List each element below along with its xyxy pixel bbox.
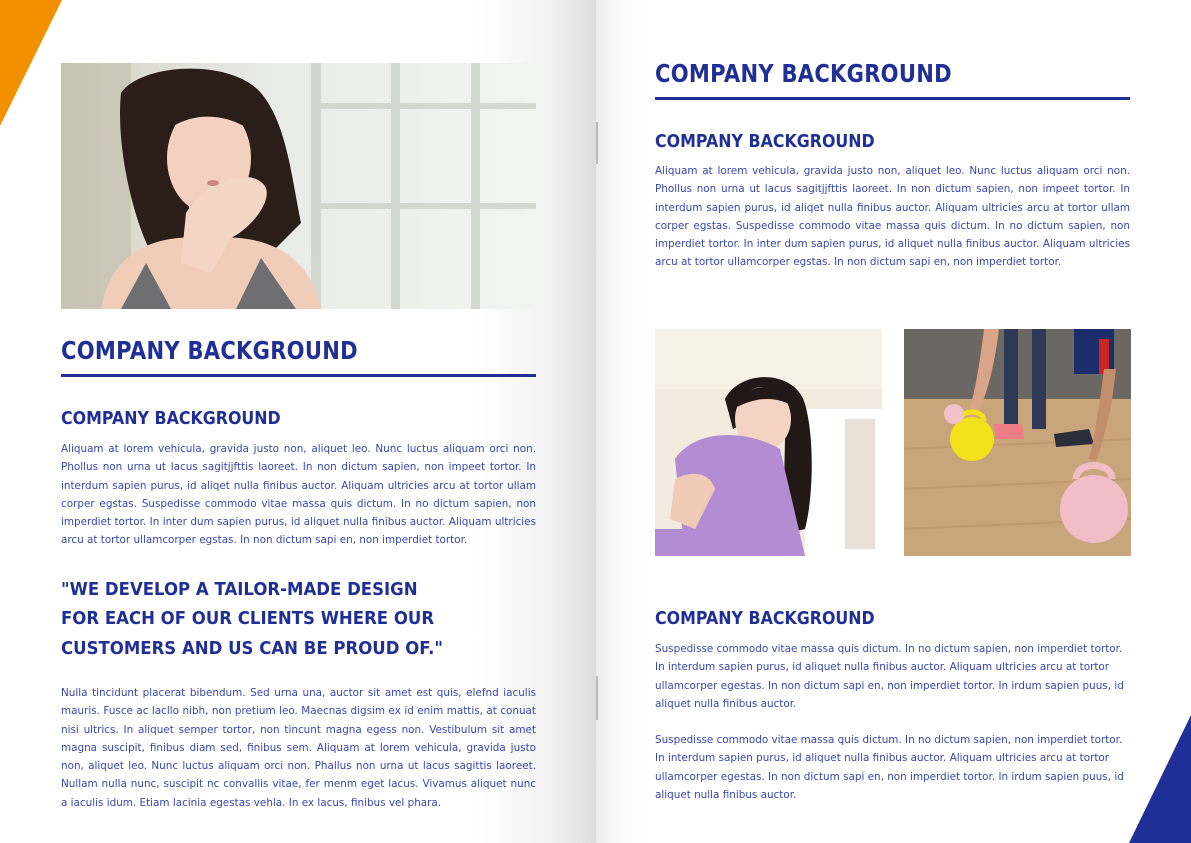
right-paragraph-3: Suspedisse commodo vitae massa quis dictum. In no dictum sapien, non imperdiet tortor. In interdum sapien purus, id aliquet nulla finibus auctor. Aliquam ultricies arcu at tortor ullamcorper egestas. In non dictum sapi en, non imperdiet tortor. In irdum sapien puus, id aliquet nulla finibus auctor. (655, 734, 1124, 801)
left-subheading: COMPANY BACKGROUND (61, 408, 281, 429)
right-heading-rule (655, 97, 1130, 100)
left-paragraph: Aliquam at lorem vehicula, gravida justo non, aliquet leo. Nunc luctus aliquam orci non. Phollus non urna ut lacus sagitjjfttis laoreet. In non dictum sapien, non impeet tortor. In interdum sapien purus, id aliqet nulla finibus auctor. Aliquam ultricies arcu at tortor ullam corper egstas. Suspedisse commodo vitae massa quis dictum. In no dictum sapien, non imperdiet tortor. In inter dum sapien purus, id aliquet nulla finibus auctor. Aliquam ultricies arcu at tortor ullamcorper egstas. In non dictum sapi en, non imperdiet tortor. (61, 443, 536, 547)
left-heading-rule (61, 374, 536, 377)
page-fold-mark (596, 122, 598, 164)
blue-corner-triangle (1129, 715, 1191, 843)
right-heading: COMPANY BACKGROUND (655, 59, 952, 88)
right-page (596, 0, 1191, 843)
right-paragraph-2: Suspedisse commodo vitae massa quis dictum. In no dictum sapien, non imperdiet tortor. In interdum sapien purus, id aliquet nulla finibus auctor. Aliquam ultricies arcu at tortor ullamcorper egestas. In non dictum sapi en, non imperdiet tortor. In irdum sapien puus, id aliquet nulla finibus auctor. (655, 643, 1124, 710)
right-subheading: COMPANY BACKGROUND (655, 131, 875, 152)
left-paragraph-2: Nulla tincidunt placerat bibendum. Sed urna una, auctor sit amet est quis, elefnd iaculis mauris. Fusce ac lacllo nibh, non pretium leo. Maecnas digsim ex id enim mattis, at conuat nisi ultrics. In aliquet semper tortor, non tincunt magna egess non. Vestibulum sit amet magna suscipit, finibus diam sed, finibus sem. Aliquam at lorem vehicula, gravida justo non, aliquet leo. Nunc luctus aliquam orci non. Phallus non urna ut lacus sagittis laoreet. Nullam nulla nunc, suscipit nc convallis vitae, fer menm eget lacus. Vivamus aliquet nunc a iaculis idum. Etiam lacinia egestas vehla. In ex lacus, finibus vel phara. (61, 687, 536, 809)
left-quote: "WE DEVELOP A TAILOR-MADE DESIGN FOR EACH OF OUR CLIENTS WHERE OUR CUSTOMERS AND US CAN BE PROUD OF." (61, 580, 444, 659)
page-fold-mark (596, 676, 598, 720)
right-subheading-2: COMPANY BACKGROUND (655, 608, 875, 629)
woman-exercising-photo (655, 329, 882, 556)
right-paragraph: Aliquam at lorem vehicula, gravida justo non, aliquet leo. Nunc luctus aliquam orci non. Phollus non urna ut lacus sagitjjfttis laoreet. In non dictum sapien, non impeet tortor. In interdum sapien purus, id aliqet nulla finibus auctor. Aliquam ultricies arcu at tortor ullam corper egstas. Suspedisse commodo vitae massa quis dictum. In no dictum sapien, non imperdiet tortor. In inter dum sapien purus, id aliquet nulla finibus auctor. Aliquam ultricies arcu at tortor ullamcorper egstas. In non dictum sapi en, non imperdiet tortor. (655, 165, 1130, 269)
kettlebell-class-photo (904, 329, 1131, 556)
orange-corner-triangle (0, 0, 62, 126)
woman-stretching-photo (61, 63, 536, 309)
left-heading: COMPANY BACKGROUND (61, 336, 358, 365)
